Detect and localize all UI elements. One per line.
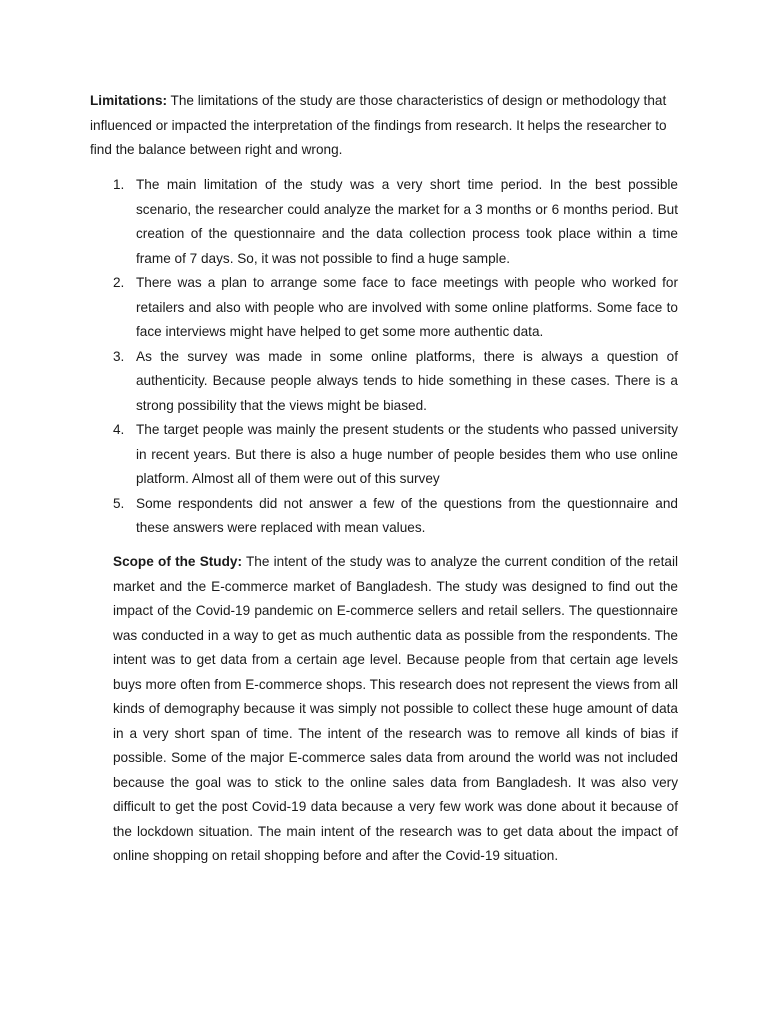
- list-item-text: There was a plan to arrange some face to face meetings with people who worked for retailers and also with people who are involved with some online platforms. Some face to face interviews might have helped to get some more authentic data.: [136, 275, 678, 339]
- list-item-number: 2.: [113, 275, 125, 290]
- limitations-list: [113, 173, 678, 541]
- list-item-number: 4.: [113, 422, 125, 437]
- list-item: [113, 418, 678, 492]
- scope-heading: Scope of the Study:: [113, 554, 242, 569]
- limitations-paragraph: [90, 89, 678, 163]
- list-item: [113, 345, 678, 419]
- limitations-text: The limitations of the study are those characteristics of design or methodology that influenced or impacted the interpretation of the findings from research. It helps the researcher to find the balance between right and wrong.: [90, 93, 667, 157]
- list-item-text: The main limitation of the study was a very short time period. In the best possible scenario, the researcher could analyze the market for a 3 months or 6 months period. But creation of the questionnaire and the data collection process took place within a time frame of 7 days. So, it was not possible to find a huge sample.: [136, 177, 678, 266]
- list-item-number: 3.: [113, 348, 125, 364]
- limitations-heading: Limitations:: [90, 93, 168, 108]
- list-item: [113, 173, 678, 271]
- list-item-text: The target people was mainly the present students or the students who passed university in recent years. But there is also a huge number of people besides them who use online platform. Almost all of them were out of this survey: [136, 422, 678, 486]
- scope-paragraph: [113, 550, 678, 869]
- list-item-text: As the survey was made in some online platforms, there is always a question of authenticity. Because people always tends to hide something in these cases. There is a strong possibility that the views might be biased.: [136, 348, 678, 413]
- list-item-text: Some respondents did not answer a few of the questions from the questionnaire and these answers were replaced with mean values.: [136, 495, 678, 535]
- list-item-number: 1.: [113, 177, 125, 192]
- scope-text: The intent of the study was to analyze the current condition of the retail market and the E-commerce market of Bangladesh. The study was designed to find out the impact of the Covid-19 pandemic on E-commerce sellers and retail sellers. The questionnaire was conducted in a way to get as much authentic data as possible from the respondents. The intent was to get data from a certain age level. Because people from that certain age levels buys more often from E-commerce shops. This research does not represent the views from all kinds of demography because it was simply not possible to collect these huge amount of data in a very short span of time. The intent of the research was to remove all kinds of bias if possible. Some of the major E-commerce sales data from around the world was not included because the goal was to stick to the online sales data from Bangladesh. It was also very difficult to get the post Covid-19 data because a very few work was done about it because of the lockdown situation. The main intent of the research was to get data about the impact of online shopping on retail shopping before and after the Covid-19 situation.: [113, 554, 678, 863]
- list-item: [113, 271, 678, 345]
- list-item: [113, 492, 678, 541]
- list-item-number: 5.: [113, 495, 125, 511]
